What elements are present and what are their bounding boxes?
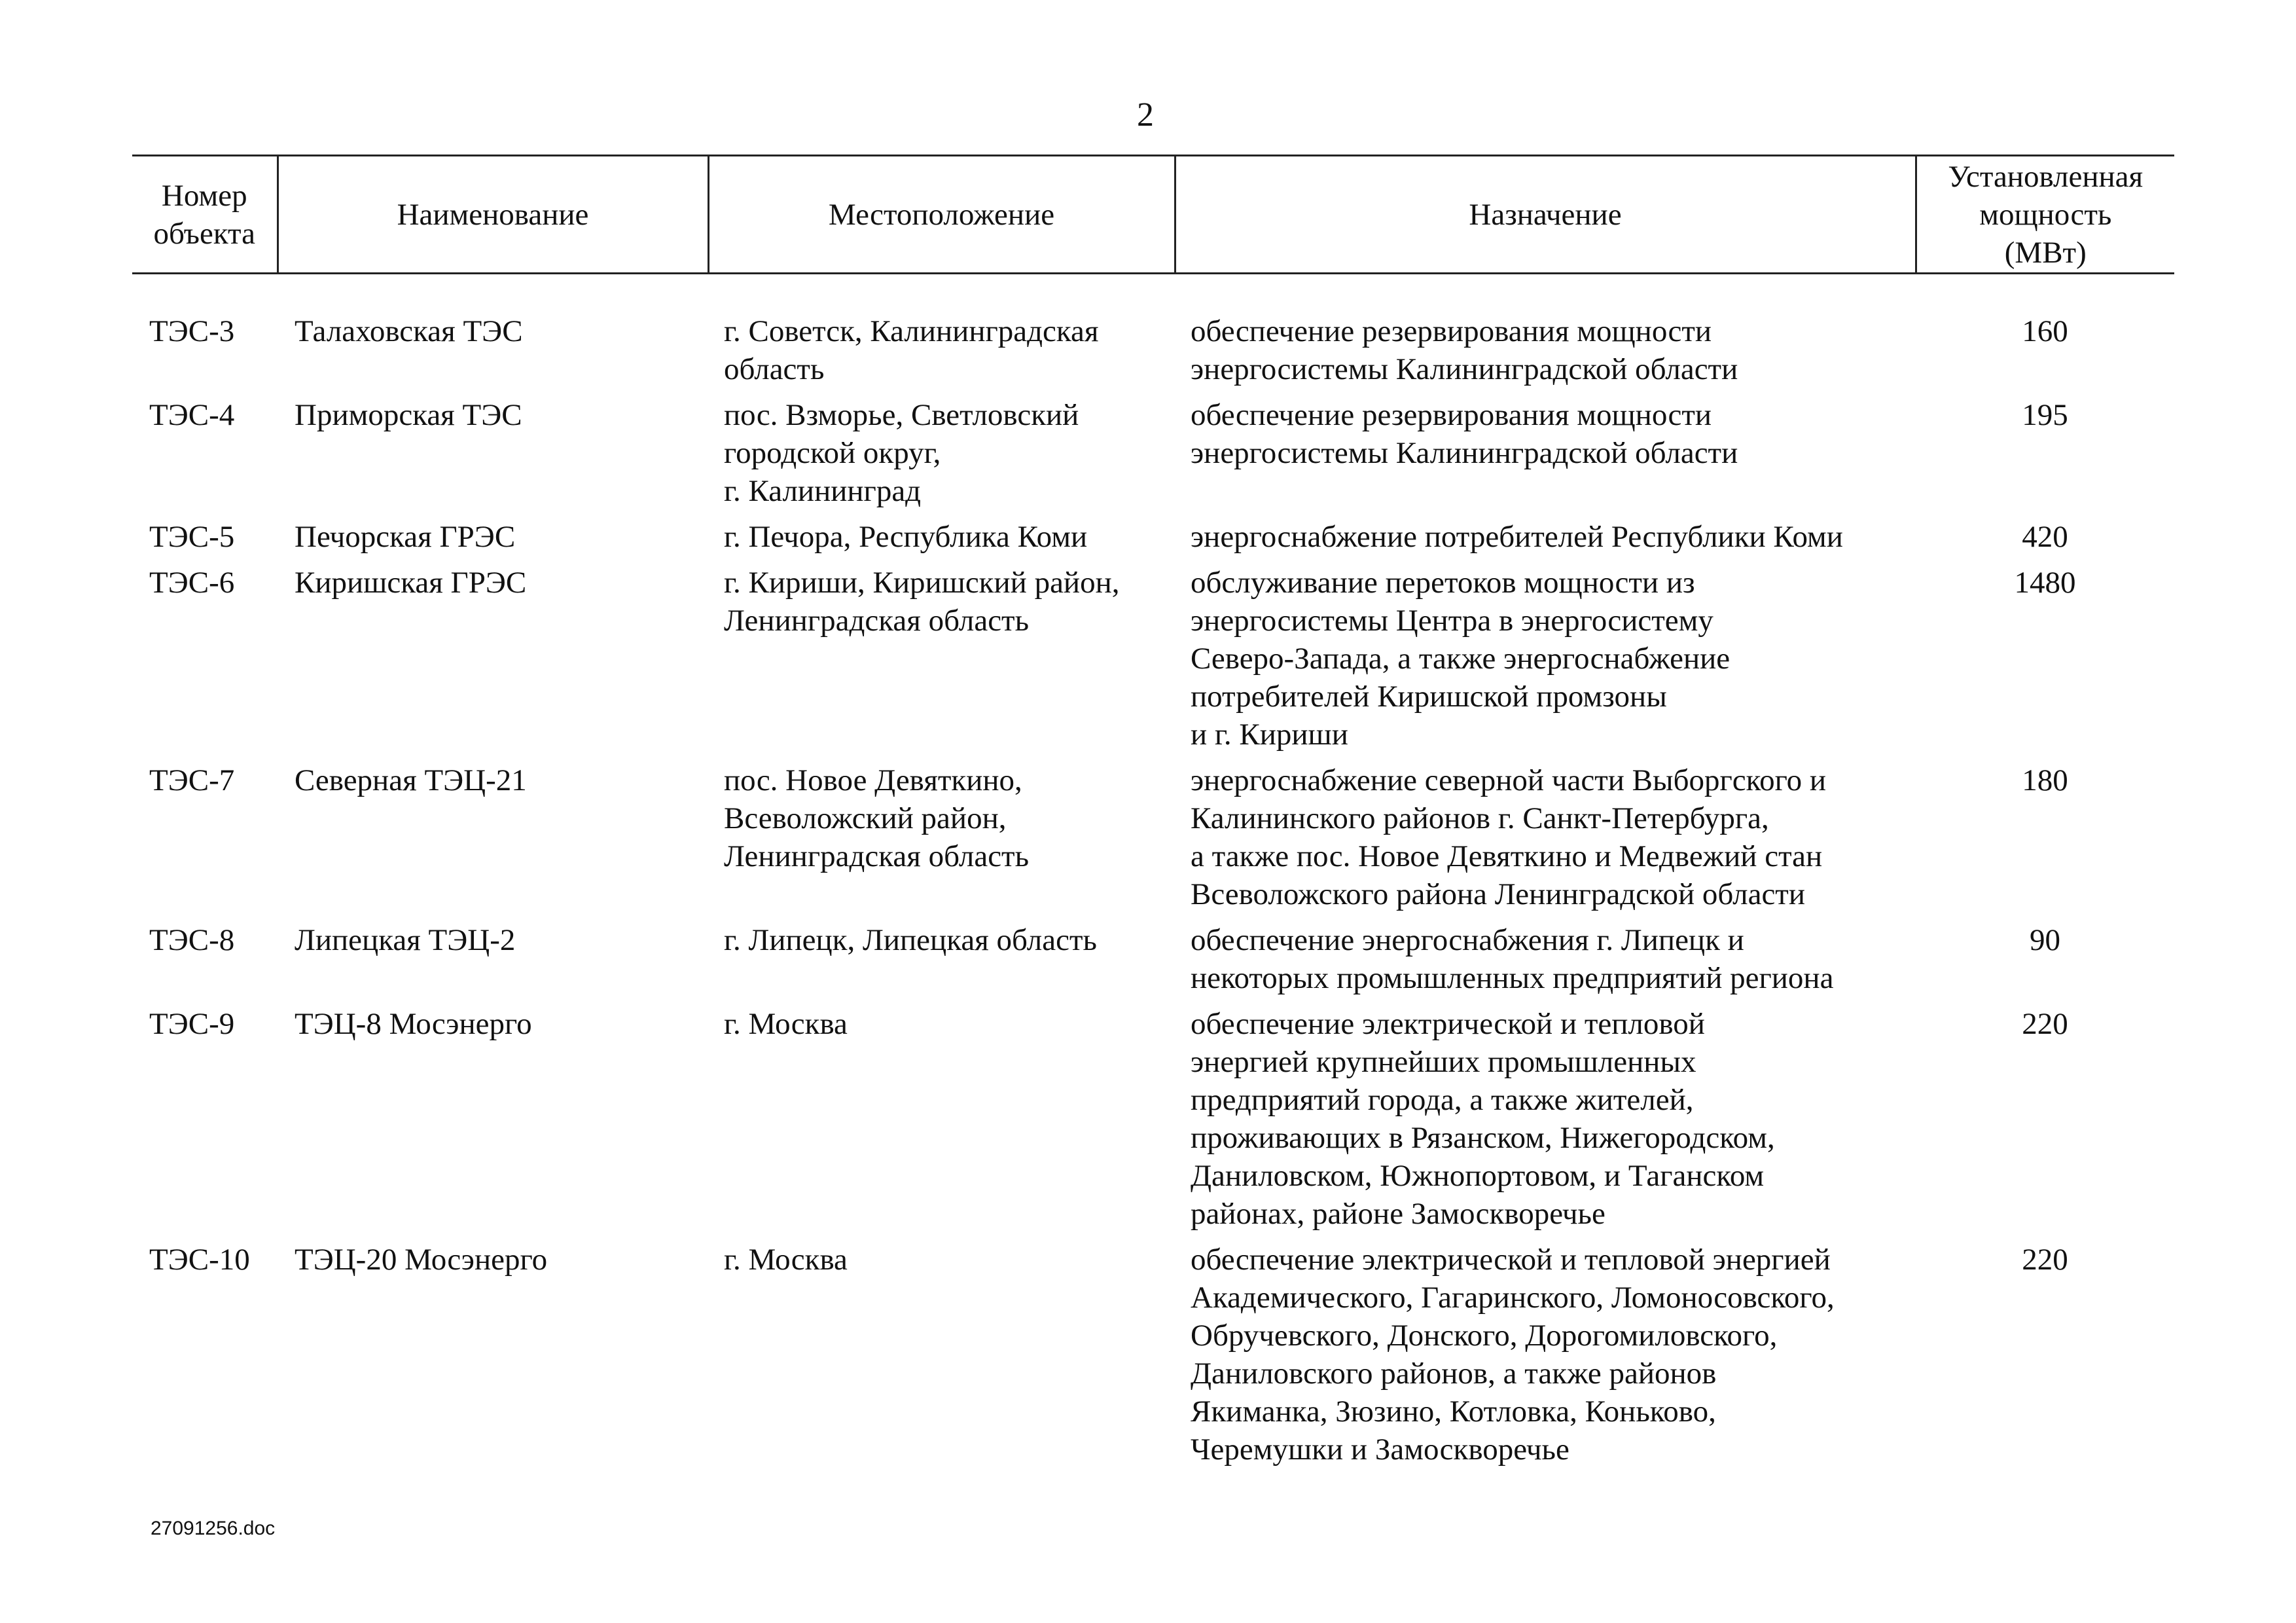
purpose-cell: обеспечение резервирования мощности энергосистемы Калининградской области <box>1191 398 1738 470</box>
object-number-cell: ТЭС-7 <box>149 763 235 797</box>
installed-power-cell: 420 <box>2022 520 2068 554</box>
installed-power-cell: 1480 <box>2014 566 2076 600</box>
location-cell: пос. Новое Девяткино, Всеволожский район, Ленинградская область <box>724 763 1030 873</box>
header-location: Местоположение <box>708 156 1175 274</box>
location-cell: г. Москва <box>724 1243 848 1277</box>
purpose-cell: обеспечение электрической и тепловой энергией Академического, Гагаринского, Ломоносовского, Обручевского, Донского, Дорогомиловского, Даниловского районов, а также районов Якиманка, Зюзино, Котловка, Коньково, Черемушки и Замоскворечье <box>1191 1243 1835 1467</box>
table-row <box>132 396 2174 518</box>
installed-power-cell: 180 <box>2022 763 2068 797</box>
document-id: 27091256.doc <box>151 1518 276 1539</box>
plant-name-cell: Липецкая ТЭЦ-2 <box>295 923 516 957</box>
installed-power-cell: 220 <box>2022 1243 2068 1277</box>
location-cell: г. Кириши, Киришский район, Ленинградская область <box>724 566 1120 638</box>
table-row <box>132 564 2174 761</box>
table-header <box>132 156 2174 274</box>
table-row <box>132 518 2174 564</box>
plant-name-cell: Печорская ГРЭС <box>295 520 516 554</box>
table-body <box>132 274 2174 1477</box>
plant-name-cell: ТЭЦ-20 Мосэнерго <box>295 1243 548 1277</box>
plant-name-cell: Северная ТЭЦ-21 <box>295 763 527 797</box>
purpose-cell: энергоснабжение северной части Выборгского и Калининского районов г. Санкт-Петербурга, а также пос. Новое Девяткино и Медвежий стан Всеволожского района Ленинградской области <box>1191 763 1827 911</box>
plant-name-cell: Киришская ГРЭС <box>295 566 527 600</box>
table-row <box>132 1241 2174 1476</box>
installed-power-cell: 160 <box>2022 314 2068 348</box>
power-plants-table-container <box>132 155 2174 1476</box>
purpose-cell: обеспечение резервирования мощности энергосистемы Калининградской области <box>1191 314 1738 386</box>
plant-name-cell: ТЭЦ-8 Мосэнерго <box>295 1007 532 1041</box>
object-number-cell: ТЭС-6 <box>149 566 235 600</box>
location-cell: г. Советск, Калининградская область <box>724 314 1099 386</box>
installed-power-cell: 90 <box>2030 923 2060 957</box>
location-cell: пос. Взморье, Светловский городской округ, г. Калининград <box>724 398 1079 508</box>
header-purpose: Назначение <box>1175 156 1916 274</box>
header-name: Наименование <box>278 156 708 274</box>
table-row <box>132 1005 2174 1241</box>
table-row <box>132 761 2174 921</box>
object-number-cell: ТЭС-10 <box>149 1243 250 1277</box>
object-number-cell: ТЭС-4 <box>149 398 235 432</box>
purpose-cell: обслуживание перетоков мощности из энергосистемы Центра в энергосистему Северо-Запада, а также энергоснабжение потребителей Киришской промзоны и г. Кириши <box>1191 566 1731 752</box>
location-cell: г. Липецк, Липецкая область <box>724 923 1097 957</box>
location-cell: г. Печора, Республика Коми <box>724 520 1088 554</box>
table-spacer-row <box>132 274 2174 313</box>
object-number-cell: ТЭС-9 <box>149 1007 235 1041</box>
purpose-cell: обеспечение энергоснабжения г. Липецк и некоторых промышленных предприятий региона <box>1191 923 1834 995</box>
plant-name-cell: Талаховская ТЭС <box>295 314 523 348</box>
purpose-cell: энергоснабжение потребителей Республики Коми <box>1191 520 1843 554</box>
page-number: 2 <box>1137 96 1154 134</box>
object-number-cell: ТЭС-3 <box>149 314 235 348</box>
object-number-cell: ТЭС-8 <box>149 923 235 957</box>
plant-name-cell: Приморская ТЭС <box>295 398 522 432</box>
purpose-cell: обеспечение электрической и тепловой энергией крупнейших промышленных предприятий города, а также жителей, проживающих в Рязанском, Нижегородском, Даниловском, Южнопортовом, и Таганском районах, районе Замоскворечье <box>1191 1007 1775 1231</box>
installed-power-cell: 195 <box>2022 398 2068 432</box>
table-row <box>132 312 2174 396</box>
header-object-number: Номер объекта <box>132 156 278 274</box>
object-number-cell: ТЭС-5 <box>149 520 235 554</box>
power-plants-table <box>132 155 2174 1476</box>
table-row <box>132 921 2174 1005</box>
header-installed-power: Установленная мощность (МВт) <box>1916 156 2174 274</box>
installed-power-cell: 220 <box>2022 1007 2068 1041</box>
location-cell: г. Москва <box>724 1007 848 1041</box>
